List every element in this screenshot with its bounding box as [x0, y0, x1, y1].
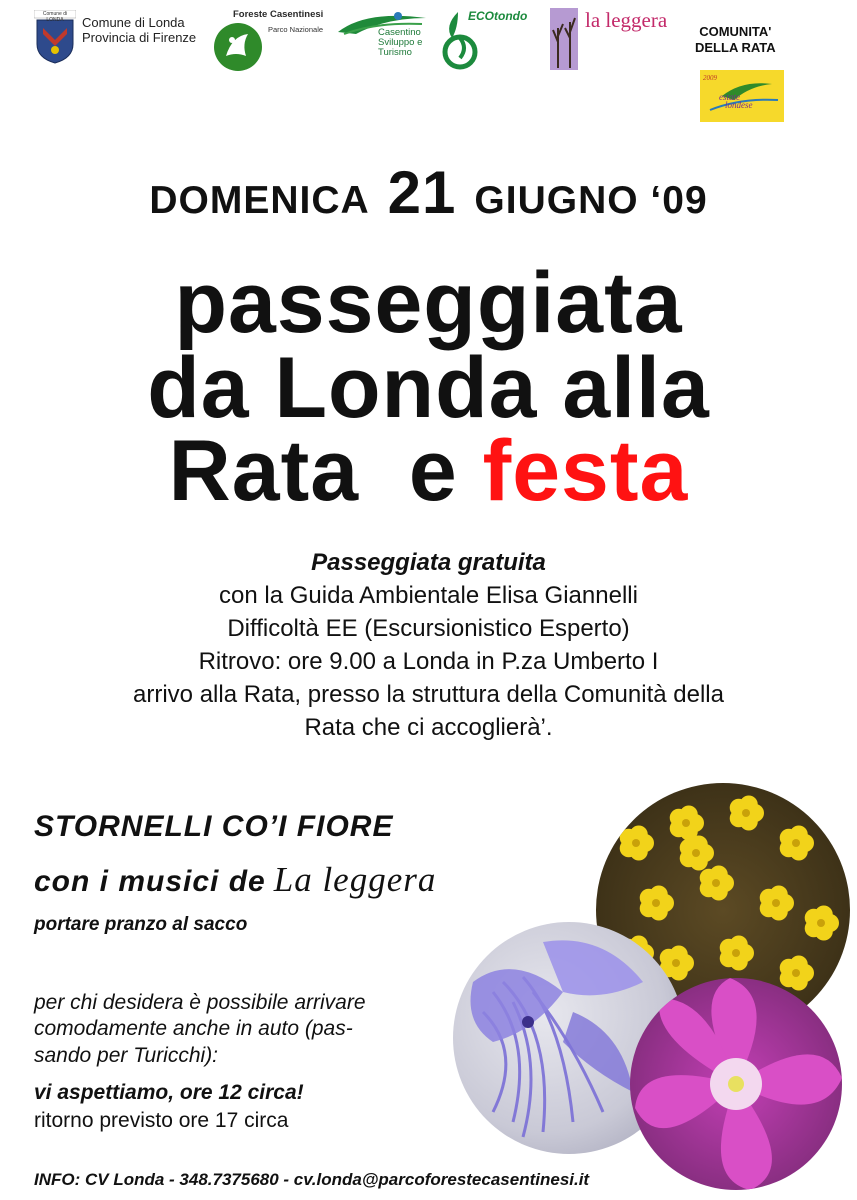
yellow-blossom — [780, 825, 814, 860]
yellow-blossom — [670, 805, 704, 840]
title-line-1: passeggiata — [174, 255, 683, 351]
yellow-blossom — [620, 825, 654, 860]
title-rata: Rata e — [168, 423, 483, 519]
date-weekday: DOMENICA — [149, 179, 370, 222]
comunita-line-2: DELLA RATA — [695, 39, 776, 55]
yellow-blossom — [780, 955, 814, 990]
info-guide: con la Guida Ambientale Elisa Giannelli — [219, 582, 638, 609]
yellow-blossom — [730, 795, 764, 830]
date-month-year: GIUGNO ‘09 — [474, 179, 708, 222]
car-line-3: sando per Turicchi): — [34, 1044, 219, 1067]
casentino-line-3: Turismo — [378, 46, 412, 58]
estate-line-1: estate — [719, 92, 740, 102]
event-date — [0, 158, 857, 227]
comune-shield-caption: Comune di LONDA — [42, 11, 68, 23]
estate-year: 2009 — [703, 74, 717, 82]
musici-line — [34, 860, 436, 900]
car-line-1: per chi desidera è possibile arrivare — [34, 991, 366, 1014]
foreste-title: Foreste Casentinesi — [233, 9, 324, 20]
casentino-text — [378, 28, 422, 58]
pink-flower-photo — [630, 978, 842, 1190]
yellow-blossom — [720, 935, 754, 970]
band-name: La leggera — [273, 860, 437, 899]
foreste-leaf-icon — [212, 22, 264, 72]
info-meeting: Ritrovo: ore 9.00 a Londa in P.za Umberto I — [198, 648, 659, 675]
car-return: ritorno previsto ore 17 circa — [34, 1109, 289, 1132]
stornelli-title: STORNELLI CO’I FIORE — [34, 810, 394, 843]
leggera-logo-text: la leggera — [585, 8, 668, 32]
yellow-blossom — [805, 905, 839, 940]
ecotondo-text: ECOtondo — [468, 9, 528, 23]
title-festa: festa — [482, 423, 689, 519]
estate-londese-text — [715, 92, 753, 110]
pink-flower-drawing — [630, 978, 842, 1190]
info-difficulty: Difficoltà EE (Escursionistico Esperto) — [227, 615, 630, 642]
car-welcome: vi aspettiamo, ore 12 circa! — [34, 1081, 304, 1104]
comune-name: Comune di Londa — [82, 15, 185, 30]
title-line-2: da Londa alla — [147, 340, 710, 436]
musici-text: con i musici de — [34, 865, 266, 898]
info-contacts: INFO: CV Londa - 348.7375680 - cv.londa@parcoforestecasentinesi.it — [34, 1170, 590, 1189]
comune-province: Provincia di Firenze — [82, 29, 197, 45]
car-line-2: comodamente anche in auto (pas- — [34, 1017, 353, 1040]
yellow-blossom — [700, 865, 734, 900]
comunita-line-1: COMUNITA' — [699, 24, 772, 39]
estate-line-2: londese — [725, 100, 753, 110]
info-arrival-1: arrivo alla Rata, presso la struttura della Comunità della — [133, 681, 724, 708]
yellow-blossom — [760, 885, 794, 920]
casentino-line-2: Sviluppo e — [378, 36, 423, 48]
comune-logo-text — [82, 16, 196, 46]
casentino-line-1: Casentino — [378, 27, 421, 38]
leggera-trees-icon — [550, 8, 578, 70]
yellow-blossom — [640, 885, 674, 920]
info-arrival-2: Rata che ci accoglierà’. — [304, 714, 553, 741]
foreste-subtitle: Parco Nazionale — [268, 25, 324, 34]
lunch-note: portare pranzo al sacco — [34, 914, 248, 935]
comunita-rata-text — [695, 24, 776, 55]
yellow-blossom — [680, 835, 714, 870]
title-line-3 — [0, 423, 857, 519]
info-free-walk: Passeggiata gratuita — [311, 549, 546, 576]
date-day: 21 — [387, 159, 457, 226]
